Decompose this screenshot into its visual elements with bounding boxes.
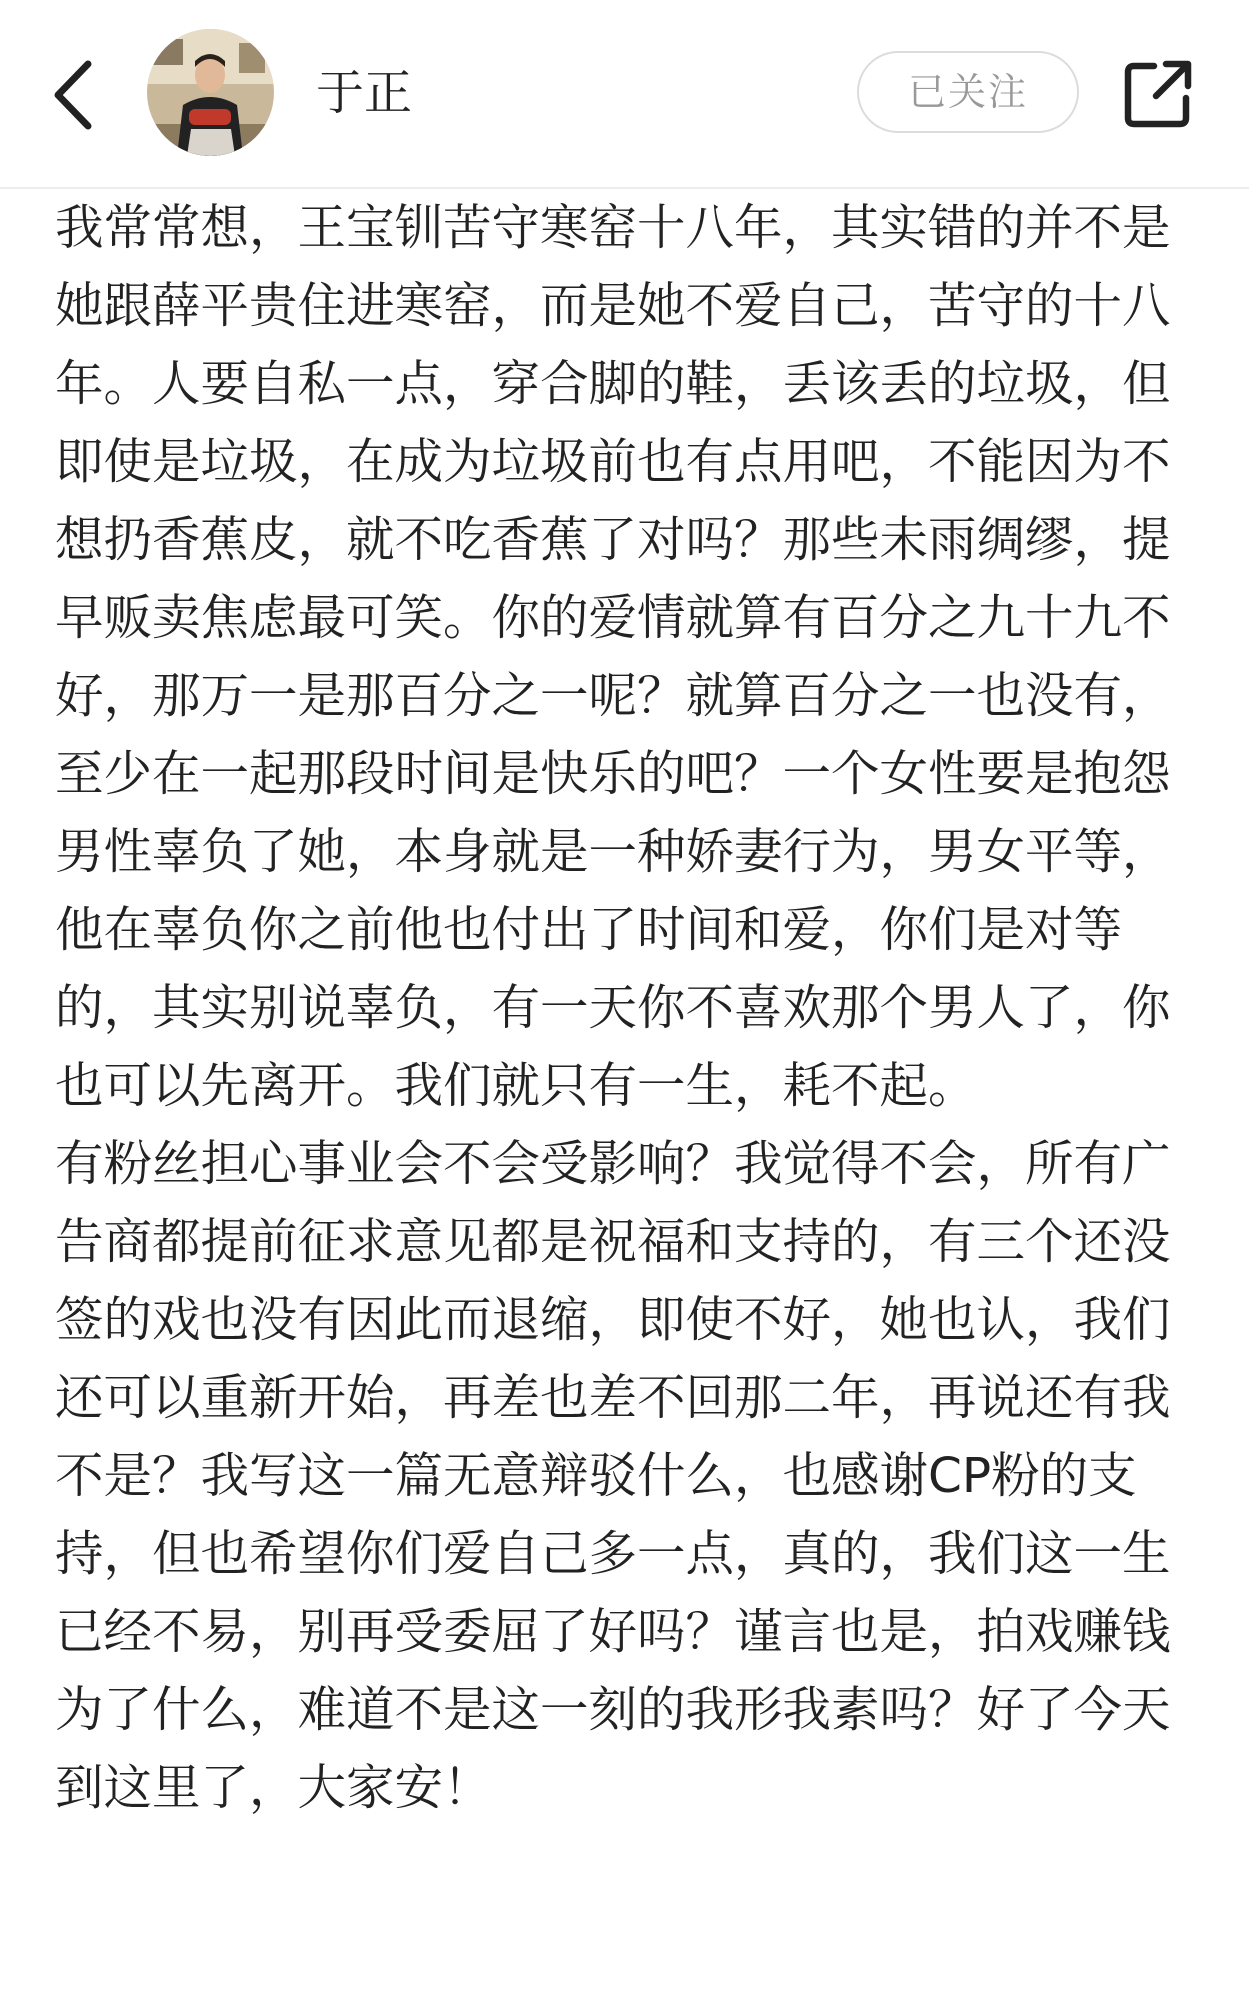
share-button[interactable] <box>1120 56 1196 132</box>
share-external-icon <box>1120 56 1196 132</box>
post-paragraph-2: 有粉丝担心事业会不会受影响？我觉得不会，所有广告商都提前征求意见都是祝福和支持的，有三个还没签的戏也没有因此而退缩，即使不好，她也认，我们还可以重新开始，再差也差不回那二年，再说还有我不是？我写这一篇无意辩驳什么，也感谢CP粉的支持，但也希望你们爱自己多一点，真的，我们这一生已经不易，别再受委屈了好吗？谨言也是，拍戏赚钱为了什么，难道不是这一刻的我形我素吗？好了今天到这里了，大家安！ <box>55 1136 1171 1816</box>
post-content <box>55 189 1205 1827</box>
avatar-photo-icon <box>147 29 274 156</box>
username[interactable]: 于正 <box>316 65 413 121</box>
post-paragraph-1: 我常常想，王宝钏苦守寒窑十八年，其实错的并不是她跟薛平贵住进寒窑，而是她不爱自己，苦守的十八年。人要自私一点，穿合脚的鞋，丢该丢的垃圾，但即使是垃圾，在成为垃圾前也有点用吧，不能因为不想扔香蕉皮，就不吃香蕉了对吗？那些未雨绸缪，提早贩卖焦虑最可笑。你的爱情就算有百分之九十九不好，那万一是那百分之一呢？就算百分之一也没有，至少在一起那段时间是快乐的吧？一个女性要是抱怨男性辜负了她，本身就是一种娇妻行为，男女平等，他在辜负你之前他也付出了时间和爱，你们是对等的，其实别说辜负，有一天你不喜欢那个男人了，你也可以先离开。我们就只有一生，耗不起。 <box>55 200 1171 1114</box>
avatar[interactable] <box>147 29 274 156</box>
chevron-left-icon <box>40 50 110 140</box>
following-button[interactable]: 已关注 <box>857 51 1079 133</box>
top-bar <box>0 0 1249 189</box>
back-button[interactable] <box>40 50 110 140</box>
